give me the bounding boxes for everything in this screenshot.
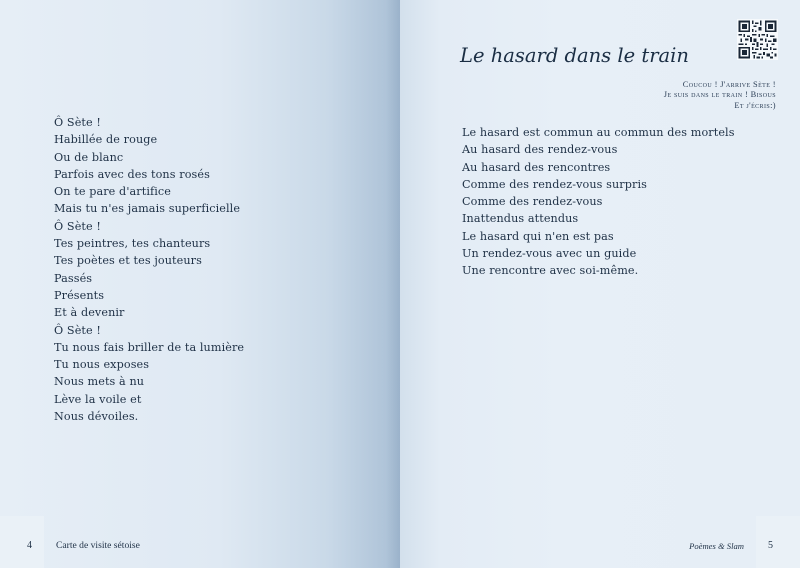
poem-line: Passés [54, 271, 93, 285]
poem-line: Le hasard qui n'en est pas [462, 229, 614, 243]
poem-line: Ô Sète ! [54, 219, 101, 233]
note-line: Je suis dans le train ! Bisous [663, 90, 776, 100]
page-number-left: 4 [27, 540, 32, 551]
poem-line: Un rendez-vous avec un guide [462, 247, 637, 261]
note-line: Et j'écris:) [734, 100, 776, 110]
poem-line: Tu nous exposes [54, 358, 150, 372]
poem-line: Tu nous fais briller de ta lumière [54, 340, 245, 354]
poem-line: Mais tu n'es jamais superficielle [54, 202, 241, 216]
poem-line: Et à devenir [54, 306, 125, 320]
poem-line: Nous dévoiles. [54, 410, 139, 424]
poem-line: Ou de blanc [54, 150, 124, 164]
poem-line: Au hasard des rencontres [462, 160, 611, 174]
poem-line: Nous mets à nu [54, 375, 145, 389]
page-number-right: 5 [768, 540, 773, 551]
poem-line: Ô Sète ! [54, 323, 101, 337]
poem-line: Comme des rendez-vous [462, 195, 603, 209]
poem-line: Le hasard est commun au commun des mortels [462, 126, 735, 139]
right-poem [462, 124, 735, 280]
note-line: Coucou ! J'arrive Sète ! [682, 80, 776, 89]
right-page [400, 0, 800, 568]
poem-line: Tes poètes et tes jouteurs [54, 254, 202, 268]
running-footer-right: Poèmes & Slam [689, 541, 744, 551]
qr-code-icon[interactable] [737, 19, 778, 60]
left-poem [54, 114, 244, 425]
poem-line: Parfois avec des tons rosés [54, 167, 210, 181]
poem-title: Le hasard dans le train [460, 44, 689, 67]
poem-line: Tes peintres, tes chanteurs [54, 237, 211, 251]
poem-line: On te pare d'artifice [54, 185, 171, 199]
poem-line: Au hasard des rendez-vous [462, 143, 618, 157]
poem-line: Une rencontre avec soi-même. [462, 264, 639, 278]
page-number-tab-right [756, 516, 800, 568]
page-number-tab-left [0, 516, 44, 568]
poem-line: Lève la voile et [54, 392, 142, 406]
poem-line: Comme des rendez-vous surpris [462, 177, 647, 191]
poem-line: Ô Sète ! [54, 116, 101, 129]
running-footer-left: Carte de visite sétoise [56, 540, 140, 551]
author-note [536, 80, 776, 111]
poem-line: Inattendus attendus [462, 212, 579, 226]
poem-line: Habillée de rouge [54, 133, 158, 147]
poem-line: Présents [54, 288, 105, 302]
